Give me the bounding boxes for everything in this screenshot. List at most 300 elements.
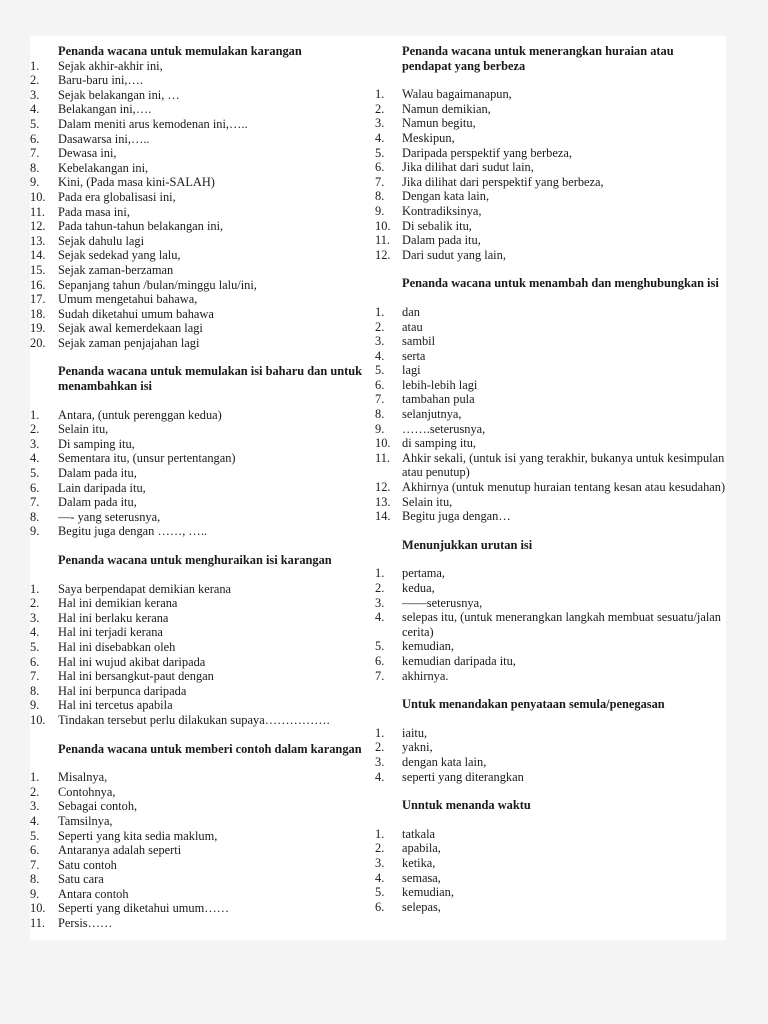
list-number: 6. [30,480,40,495]
list-item [30,451,370,466]
list-text: Dalam pada itu, [58,495,137,510]
list-number: 8. [30,872,40,887]
list-text: Lain daripada itu, [58,480,146,495]
list-text: Kini, (Pada masa kini-SALAH) [58,175,215,190]
list-text: Walau bagaimanapun, [402,87,512,102]
section-right-3 [375,697,726,784]
list-number: 4. [375,610,385,625]
list-number: 11. [375,450,391,465]
list-number: 3. [30,799,40,814]
list-item [30,509,370,525]
list-item [30,857,370,873]
list-item [30,116,370,132]
list-text: dengan kata lain, [402,754,487,769]
list-number: 2. [30,596,40,611]
list-number: 1. [30,581,40,596]
list-text: Ahkir sekali, (untuk isi yang terakhir, bukanya untuk kesimpulan atau penutup) [402,450,725,480]
list-item [375,363,726,378]
list-item [375,116,726,131]
list-text: dan [402,304,420,319]
list-number: 8. [30,683,40,698]
section-heading: Penanda wacana untuk menerangkan huraian atau pendapat yang berbeza [402,44,674,73]
list-text: Selain itu, [402,494,453,509]
list-number: 11. [30,916,46,931]
list-number: 9. [30,175,40,190]
list-item [30,872,370,887]
list-item [375,319,726,335]
list-item [30,466,370,481]
list-text: kemudian, [402,885,454,900]
list-item [375,769,726,785]
list-number: 6. [375,160,385,175]
list-item [30,799,370,814]
list-text: Sejak belakangan ini, … [58,87,180,102]
list-text: Hal ini wujud akibat daripada [58,654,206,669]
list-number: 1. [375,566,385,581]
list-item [30,321,370,336]
list-item [30,219,370,234]
section-heading: Unntuk menanda waktu [402,798,531,813]
list-number: 9. [30,886,40,901]
list-item [375,595,726,611]
list-item [375,203,726,219]
list-text: —- yang seterusnya, [58,509,161,524]
list-text: kemudian daripada itu, [402,653,516,668]
list-text: pertama, [402,566,445,581]
list-text: atau [402,319,423,334]
list-number: 1. [375,87,385,102]
list-item [30,233,370,249]
item-list [375,304,726,524]
list-item [30,160,370,176]
list-number: 6. [30,131,40,146]
document-page [30,36,726,940]
list-number: 12. [375,247,391,262]
list-item [375,870,726,886]
list-item [375,377,726,393]
list-item [30,131,370,147]
list-text: Sebagai contoh, [58,799,138,814]
list-text: Sejak akhir-akhir ini, [58,58,163,73]
list-item [30,524,370,539]
list-item [375,566,726,581]
list-item [375,581,726,596]
list-text: Jika dilihat dari perspektif yang berbeza, [402,174,604,189]
list-text: di samping itu, [402,436,476,451]
list-text: Hal ini bersangkut-paut dengan [58,669,214,684]
list-number: 13. [30,233,46,248]
list-item [375,392,726,407]
list-number: 7. [375,392,385,407]
section-heading: Penanda wacana untuk memulakan karangan [58,44,302,58]
list-number: 5. [375,639,385,654]
list-text: Baru-baru ini,…. [58,73,143,88]
list-text: Sejak sedekad yang lalu, [58,248,181,263]
list-text: Dalam pada itu, [402,233,481,248]
item-list [30,581,370,728]
list-item [30,813,370,829]
list-text: Daripada perspektif yang berbeza, [402,145,572,160]
list-item [30,277,370,293]
section-right-0 [375,44,726,262]
list-text: Satu cara [58,872,104,887]
list-item [30,886,370,902]
list-item [375,233,726,248]
list-item [30,683,370,699]
list-text: Kebelakangan ini, [58,160,149,175]
list-item [375,899,726,915]
list-number: 18. [30,306,46,321]
list-item [30,436,370,452]
section-right-2 [375,537,726,683]
list-item [375,885,726,900]
list-text: ketika, [402,855,436,870]
section-left-3 [30,742,370,931]
list-item [30,828,370,844]
list-text: Sementara itu, (unsur pertentangan) [58,451,236,466]
list-text: Begitu juga dengan ……, ….. [58,524,208,539]
list-item [375,130,726,146]
list-text: lebih-lebih lagi [402,377,478,392]
list-number: 5. [375,363,385,378]
list-item [30,422,370,437]
list-number: 7. [30,146,40,161]
list-number: 14. [375,509,391,524]
list-number: 8. [30,160,40,175]
list-number: 4. [375,130,385,145]
list-number: 13. [375,494,391,509]
list-text: Persis…… [58,916,113,931]
list-item [375,725,726,741]
list-item [30,87,370,103]
list-item [375,826,726,842]
list-item [30,248,370,263]
list-item [375,304,726,320]
list-number: 4. [375,769,385,784]
list-number: 5. [30,116,40,131]
list-item [30,306,370,322]
list-number: 3. [375,595,385,610]
item-list [30,58,370,351]
list-text: Hal ini terjadi kerana [58,625,163,640]
list-number: 9. [375,421,385,436]
list-number: 7. [30,857,40,872]
section-left-2 [30,553,370,728]
list-number: 7. [375,668,385,683]
list-text: Seperti yang diketahui umum…… [58,901,230,916]
section-heading: Menunjukkan urutan isi [402,537,533,552]
list-item [375,855,726,871]
list-text: Umum mengetahui bahawa, [58,292,198,307]
left-column [30,44,370,931]
list-text: Dasawarsa ini,….. [58,131,150,146]
list-item [375,509,726,524]
list-number: 5. [30,828,40,843]
list-item [375,436,726,451]
list-number: 8. [375,189,385,204]
list-number: 7. [375,174,385,189]
list-item [375,480,726,495]
item-list [375,87,726,262]
list-text: Pada era globalisasi ini, [58,189,176,204]
list-number: 10. [30,901,46,916]
list-item [375,247,726,263]
item-list [375,566,726,683]
list-number: 10. [375,436,391,451]
list-number: 9. [30,698,40,713]
list-text: selepas itu, (untuk menerangkan langkah membuat sesuatu/jalan cerita) [402,610,721,639]
list-item [375,407,726,422]
list-number: 10. [375,218,391,233]
section-heading: Penanda wacana untuk memulakan isi baharu dan untuk menambahkan isi [58,364,363,394]
list-text: Dengan kata lain, [402,189,490,204]
list-number: 16. [30,277,46,292]
list-number: 2. [30,73,40,88]
list-text: Tindakan tersebut perlu dilakukan supaya……………. [58,712,330,727]
list-number: 4. [30,813,40,828]
right-column [375,44,726,914]
list-number: 12. [375,480,391,495]
list-number: 11. [375,233,391,248]
list-item [30,292,370,307]
list-item [375,348,726,364]
list-number: 10. [30,189,46,204]
list-number: 2. [375,581,385,595]
list-text: Hal ini berpunca daripada [58,683,187,698]
list-number: 2. [30,422,40,437]
list-text: Dalam meniti arus kemodenan ini,….. [58,116,248,131]
list-text: Hal ini demikian kerana [58,596,178,611]
list-number: 19. [30,321,46,336]
list-text: Sepanjang tahun /bulan/minggu lalu/ini, [58,277,257,292]
list-text: Dalam pada itu, [58,466,137,481]
list-item [375,421,726,437]
list-item [375,160,726,175]
list-text: Antara contoh [58,886,129,901]
list-number: 14. [30,248,46,263]
list-text: lagi [402,363,421,378]
list-item [30,596,370,611]
list-item [375,494,726,510]
list-text: tambahan pula [402,392,475,407]
list-text: Misalnya, [58,770,108,785]
list-text: selepas, [402,899,441,914]
list-item [375,610,726,639]
list-text: Satu contoh [58,857,117,872]
list-item [375,101,726,117]
list-number: 5. [30,466,40,481]
list-item [30,407,370,423]
list-number: 9. [30,524,40,539]
list-text: Dari sudut yang lain, [402,247,506,262]
list-text: Namun demikian, [402,101,491,116]
list-text: Belakangan ini,…. [58,102,152,117]
list-text: Selain itu, [58,422,109,437]
list-text: kedua, [402,581,435,595]
list-number: 11. [30,204,46,219]
section-heading: Penanda wacana untuk menghuraikan isi karangan [58,553,332,567]
list-number: 1. [30,770,40,785]
list-text: Sejak zaman penjajahan lagi [58,335,200,350]
list-item [30,698,370,713]
section-heading: Penanda wacana untuk memberi contoh dalam karangan [58,741,362,756]
list-item [30,712,370,728]
list-item [30,639,370,655]
section-heading: Untuk menandakan penyataan semula/penegasan [402,697,665,712]
list-number: 5. [375,145,385,160]
list-number: 1. [30,407,40,422]
list-number: 3. [30,436,40,451]
list-number: 7. [30,495,40,510]
list-text: Sudah diketahui umum bahawa [58,306,214,321]
list-item [30,784,370,800]
list-item [30,669,370,684]
list-text: Antaranya adalah seperti [58,843,182,858]
list-text: Namun begitu, [402,116,476,131]
list-text: Antara, (untuk perenggan kedua) [58,407,222,422]
list-text: sambil [402,334,436,349]
list-item [30,102,370,117]
list-item [375,841,726,856]
list-text: Dewasa ini, [58,146,117,161]
list-text: Seperti yang kita sedia maklum, [58,828,218,843]
list-number: 6. [375,899,385,914]
list-number: 1. [375,304,385,319]
list-number: 4. [375,348,385,363]
list-number: 2. [375,101,385,116]
list-text: akhirnya. [402,668,449,683]
list-item [375,189,726,204]
list-number: 1. [375,826,385,841]
list-item [375,145,726,161]
list-text: seperti yang diterangkan [402,769,524,784]
list-item [30,73,370,88]
list-item [375,740,726,755]
list-number: 4. [30,625,40,640]
list-number: 6. [375,653,385,668]
list-item [30,58,370,74]
list-number: 3. [375,334,385,349]
list-item [375,334,726,349]
section-left-0 [30,44,370,350]
list-number: 6. [30,843,40,858]
list-number: 8. [375,407,385,422]
list-number: 10. [30,712,46,727]
list-text: apabila, [402,841,441,856]
list-number: 2. [375,740,385,755]
list-item [375,450,726,480]
list-number: 4. [30,102,40,117]
list-item [375,754,726,770]
list-text: Sejak awal kemerdekaan lagi [58,321,203,336]
list-number: 17. [30,292,46,307]
list-text: Meskipun, [402,130,455,145]
list-item [30,625,370,640]
list-text: Di sebalik itu, [402,218,472,233]
list-text: ——seterusnya, [402,595,483,610]
list-item [30,495,370,510]
item-list [30,407,370,539]
list-text: tatkala [402,826,436,841]
list-item [30,916,370,931]
list-item [30,770,370,785]
list-text: Akhirnya (untuk menutup huraian tentang kesan atau kesudahan) [402,480,726,495]
list-item [30,843,370,858]
list-item [30,480,370,496]
list-text: yakni, [402,740,433,755]
section-heading: Penanda wacana untuk menambah dan menghubungkan isi [402,276,719,291]
list-text: Di samping itu, [58,436,135,451]
list-number: 9. [375,203,385,218]
list-text: Pada masa ini, [58,204,130,219]
list-number: 5. [30,639,40,654]
list-item [30,654,370,670]
list-text: semasa, [402,870,441,885]
list-text: Hal ini berlaku kerana [58,610,169,625]
section-right-1 [375,276,726,524]
list-text: serta [402,348,426,363]
list-item [30,204,370,220]
list-item [30,610,370,626]
list-item [375,218,726,234]
list-text: Begitu juga dengan… [402,509,511,524]
list-text: Sejak dahulu lagi [58,233,145,248]
list-number: 3. [375,855,385,870]
list-number: 15. [30,262,46,277]
list-item [30,189,370,205]
list-item [375,174,726,190]
list-number: 3. [30,87,40,102]
list-text: Pada tahun-tahun belakangan ini, [58,219,224,234]
list-number: 2. [375,319,385,334]
list-item [375,653,726,669]
list-number: 6. [30,654,40,669]
list-number: 8. [30,509,40,524]
list-number: 3. [30,610,40,625]
list-text: selanjutnya, [402,407,462,422]
list-item [375,639,726,654]
list-item [30,581,370,597]
list-item [375,668,726,684]
list-number: 3. [375,116,385,131]
list-number: 4. [375,870,385,885]
list-item [30,175,370,190]
list-number: 4. [30,451,40,466]
list-text: iaitu, [402,725,428,740]
list-number: 20. [30,335,46,350]
list-text: Contohnya, [58,784,116,799]
list-text: Tamsilnya, [58,813,113,828]
list-number: 1. [30,58,40,73]
list-text: Hal ini tercetus apabila [58,698,173,713]
list-text: Jika dilihat dari sudut lain, [402,160,534,175]
list-text: Saya berpendapat demikian kerana [58,581,232,596]
list-number: 5. [375,885,385,900]
list-item [30,335,370,351]
item-list [375,725,726,784]
list-text: Kontradiksinya, [402,203,482,218]
list-item [30,262,370,278]
item-list [375,826,726,915]
list-number: 6. [375,377,385,392]
list-number: 3. [375,754,385,769]
item-list [30,770,370,931]
list-item [30,146,370,161]
list-number: 2. [375,841,385,856]
section-left-1 [30,364,370,539]
list-text: Hal ini disebabkan oleh [58,639,176,654]
list-number: 12. [30,219,46,234]
